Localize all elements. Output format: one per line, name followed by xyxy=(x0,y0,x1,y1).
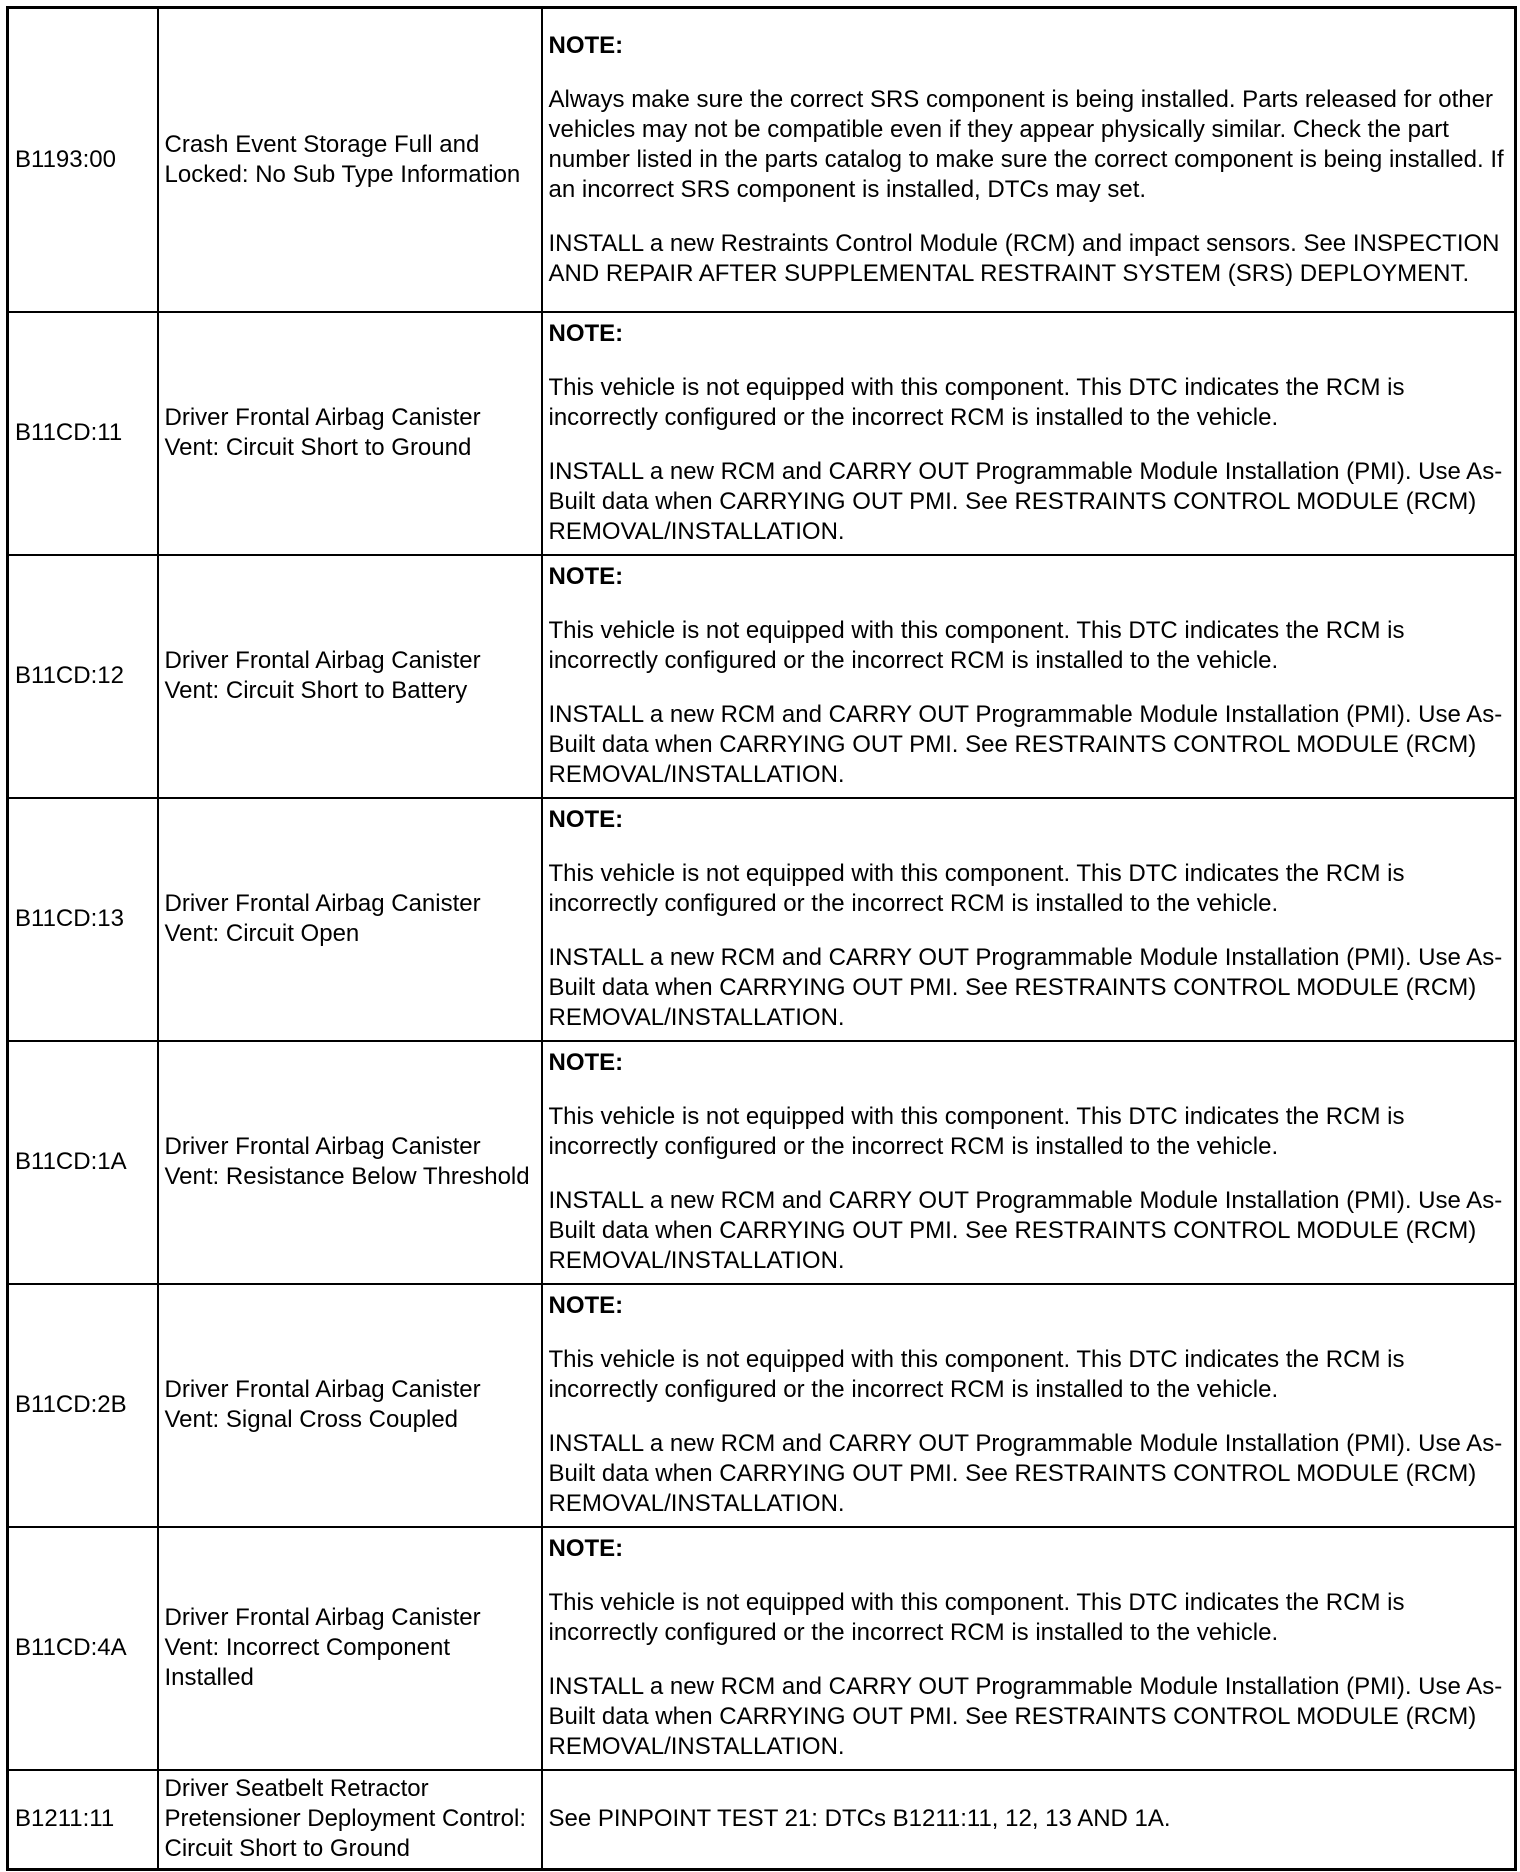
dtc-description: Driver Frontal Airbag Canister Vent: Signal Cross Coupled xyxy=(158,1284,542,1527)
dtc-code: B11CD:4A xyxy=(8,1527,158,1770)
dtc-code: B11CD:11 xyxy=(8,312,158,555)
note-text: This vehicle is not equipped with this component. This DTC indicates the RCM is incorrectly configured or the incorrect RCM is installed to the vehicle. xyxy=(548,374,1405,431)
note-label: NOTE: xyxy=(548,563,624,590)
note-label: NOTE: xyxy=(548,1535,624,1562)
action-text: INSTALL a new RCM and CARRY OUT Programmable Module Installation (PMI). Use As-Built data when CARRYING OUT PMI. See RESTRAINTS CONTROL MODULE (RCM) REMOVAL/INSTALLATION. xyxy=(548,458,1503,545)
action-text: INSTALL a new RCM and CARRY OUT Programmable Module Installation (PMI). Use As-Built data when CARRYING OUT PMI. See RESTRAINTS CONTROL MODULE (RCM) REMOVAL/INSTALLATION. xyxy=(548,701,1503,788)
action-text: INSTALL a new RCM and CARRY OUT Programmable Module Installation (PMI). Use As-Built data when CARRYING OUT PMI. See RESTRAINTS CONTROL MODULE (RCM) REMOVAL/INSTALLATION. xyxy=(548,1187,1503,1274)
action-cell xyxy=(542,798,1516,1041)
action-text: INSTALL a new Restraints Control Module (RCM) and impact sensors. See INSPECTION AND REPAIR AFTER SUPPLEMENTAL RESTRAINT SYSTEM (SRS) DEPLOYMENT. xyxy=(548,229,1500,287)
dtc-description: Driver Frontal Airbag Canister Vent: Circuit Short to Ground xyxy=(158,312,542,555)
dtc-code: B1211:11 xyxy=(8,1770,158,1870)
table-row xyxy=(8,1041,1516,1284)
note-text: This vehicle is not equipped with this component. This DTC indicates the RCM is incorrectly configured or the incorrect RCM is installed to the vehicle. xyxy=(548,860,1405,917)
note-text: This vehicle is not equipped with this component. This DTC indicates the RCM is incorrectly configured or the incorrect RCM is installed to the vehicle. xyxy=(548,617,1405,674)
dtc-code: B11CD:2B xyxy=(8,1284,158,1527)
note-text: Always make sure the correct SRS component is being installed. Parts released for other vehicles may not be compatible even if they appear physically similar. Check the part number listed in the parts catalog to make sure the correct component is being installed. If an incorrect SRS component is installed, DTCs may set. xyxy=(548,85,1504,203)
dtc-code: B11CD:12 xyxy=(8,555,158,798)
action-cell xyxy=(542,555,1516,798)
note-label: NOTE: xyxy=(548,31,624,59)
action-text: INSTALL a new RCM and CARRY OUT Programmable Module Installation (PMI). Use As-Built data when CARRYING OUT PMI. See RESTRAINTS CONTROL MODULE (RCM) REMOVAL/INSTALLATION. xyxy=(548,1430,1503,1517)
dtc-description: Crash Event Storage Full and Locked: No Sub Type Information xyxy=(158,8,542,312)
action-cell xyxy=(542,1527,1516,1770)
note-label: NOTE: xyxy=(548,320,624,347)
note-text: This vehicle is not equipped with this component. This DTC indicates the RCM is incorrectly configured or the incorrect RCM is installed to the vehicle. xyxy=(548,1103,1405,1160)
action-text: INSTALL a new RCM and CARRY OUT Programmable Module Installation (PMI). Use As-Built data when CARRYING OUT PMI. See RESTRAINTS CONTROL MODULE (RCM) REMOVAL/INSTALLATION. xyxy=(548,1673,1503,1760)
note-label: NOTE: xyxy=(548,1049,624,1076)
action-cell xyxy=(542,312,1516,555)
note-label: NOTE: xyxy=(548,806,624,833)
table-row xyxy=(8,1770,1516,1870)
action-cell xyxy=(542,1284,1516,1527)
dtc-code: B1193:00 xyxy=(8,8,158,312)
note-text: This vehicle is not equipped with this component. This DTC indicates the RCM is incorrectly configured or the incorrect RCM is installed to the vehicle. xyxy=(548,1346,1405,1403)
dtc-table xyxy=(6,6,1517,1871)
table-row xyxy=(8,1284,1516,1527)
action-text: INSTALL a new RCM and CARRY OUT Programmable Module Installation (PMI). Use As-Built data when CARRYING OUT PMI. See RESTRAINTS CONTROL MODULE (RCM) REMOVAL/INSTALLATION. xyxy=(548,944,1503,1031)
table-row xyxy=(8,555,1516,798)
table-row xyxy=(8,312,1516,555)
action-text: See PINPOINT TEST 21: DTCs B1211:11, 12, 13 AND 1A. xyxy=(542,1770,1516,1870)
dtc-description: Driver Frontal Airbag Canister Vent: Circuit Open xyxy=(158,798,542,1041)
dtc-description: Driver Frontal Airbag Canister Vent: Incorrect Component Installed xyxy=(158,1527,542,1770)
action-cell xyxy=(542,1041,1516,1284)
dtc-description: Driver Frontal Airbag Canister Vent: Resistance Below Threshold xyxy=(158,1041,542,1284)
table-row xyxy=(8,8,1516,312)
dtc-code: B11CD:13 xyxy=(8,798,158,1041)
action-cell xyxy=(542,8,1516,312)
table-row xyxy=(8,798,1516,1041)
table-row xyxy=(8,1527,1516,1770)
dtc-chart-page xyxy=(6,6,1514,1868)
dtc-code: B11CD:1A xyxy=(8,1041,158,1284)
dtc-description: Driver Frontal Airbag Canister Vent: Circuit Short to Battery xyxy=(158,555,542,798)
note-text: This vehicle is not equipped with this component. This DTC indicates the RCM is incorrectly configured or the incorrect RCM is installed to the vehicle. xyxy=(548,1589,1405,1646)
note-label: NOTE: xyxy=(548,1292,624,1319)
dtc-description: Driver Seatbelt Retractor Pretensioner Deployment Control: Circuit Short to Ground xyxy=(158,1770,542,1870)
